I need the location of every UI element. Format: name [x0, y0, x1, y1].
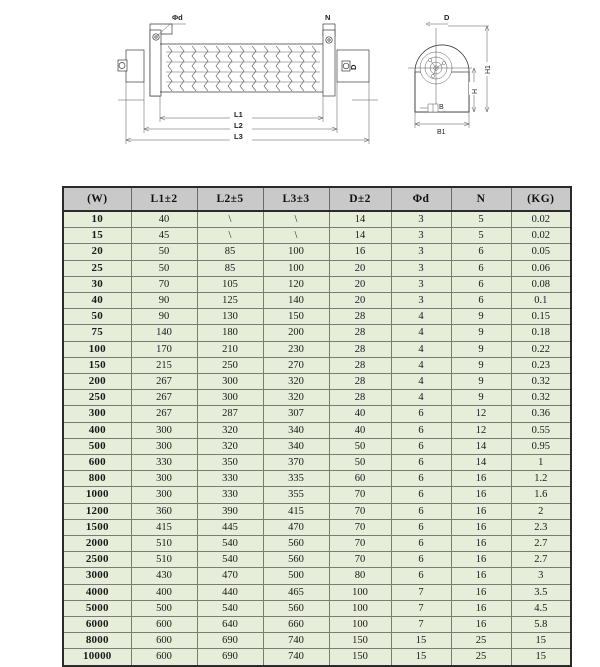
table-row [63, 568, 571, 584]
table-cell: 6 [391, 552, 451, 568]
table-cell: 14 [451, 438, 511, 454]
column-header-power: (W) [63, 187, 131, 211]
table-cell: 270 [263, 357, 329, 373]
label-l1: L1 [234, 110, 243, 119]
table-cell: 300 [131, 438, 197, 454]
table-cell: 15 [511, 633, 571, 649]
table-cell: 28 [329, 357, 391, 373]
table-cell: 267 [131, 390, 197, 406]
table-cell: 40 [131, 211, 197, 228]
table-cell: 2.7 [511, 536, 571, 552]
table-cell: 0.32 [511, 374, 571, 390]
table-row [63, 600, 571, 616]
table-cell: 0.08 [511, 276, 571, 292]
cell-power: 10 [63, 211, 131, 228]
table-cell: 560 [263, 552, 329, 568]
table-cell: 690 [197, 649, 263, 666]
table-cell: 660 [263, 617, 329, 633]
table-cell: 50 [329, 455, 391, 471]
table-cell: 180 [197, 325, 263, 341]
table-cell: 4 [391, 390, 451, 406]
table-cell: 470 [263, 519, 329, 535]
table-row [63, 276, 571, 292]
table-cell: 16 [451, 552, 511, 568]
cell-power: 5000 [63, 600, 131, 616]
table-cell: 16 [451, 519, 511, 535]
table-cell: 100 [329, 617, 391, 633]
table-cell: 70 [329, 503, 391, 519]
table-cell: 6 [391, 536, 451, 552]
table-row [63, 309, 571, 325]
table-cell: 1 [511, 455, 571, 471]
table-cell: 9 [451, 374, 511, 390]
table-cell: 28 [329, 390, 391, 406]
table-cell: 105 [197, 276, 263, 292]
dimension-d-endview [426, 13, 450, 26]
table-cell: 3.5 [511, 584, 571, 600]
table-cell: 300 [197, 374, 263, 390]
cell-power: 100 [63, 341, 131, 357]
table-cell: 0.18 [511, 325, 571, 341]
column-header-l3: L3±3 [263, 187, 329, 211]
cell-power: 20 [63, 244, 131, 260]
table-cell: 6 [391, 422, 451, 438]
table-cell: 215 [131, 357, 197, 373]
table-cell: \ [197, 228, 263, 244]
table-cell: 60 [329, 471, 391, 487]
table-cell: 600 [131, 649, 197, 666]
table-cell: 465 [263, 584, 329, 600]
table-cell: 4.5 [511, 600, 571, 616]
label-n: N [325, 13, 331, 22]
dimension-l2 [144, 121, 337, 131]
table-cell: 600 [131, 617, 197, 633]
table-cell: 0.15 [511, 309, 571, 325]
table-cell: 9 [451, 390, 511, 406]
table-cell: 415 [263, 503, 329, 519]
table-cell: 50 [131, 244, 197, 260]
table-row [63, 228, 571, 244]
table-row [63, 211, 571, 228]
table-cell: 560 [263, 536, 329, 552]
table-cell: 415 [131, 519, 197, 535]
table-cell: 0.02 [511, 211, 571, 228]
table-row [63, 552, 571, 568]
table-row [63, 649, 571, 666]
table-cell: 6 [451, 260, 511, 276]
column-header-d: D±2 [329, 187, 391, 211]
table-cell: 3 [391, 276, 451, 292]
table-cell: 9 [451, 341, 511, 357]
table-row [63, 260, 571, 276]
table-cell: 3 [391, 228, 451, 244]
table-cell: 250 [197, 357, 263, 373]
table-cell: 70 [131, 276, 197, 292]
table-cell: 20 [329, 293, 391, 309]
table-cell: 4 [391, 325, 451, 341]
table-cell: 16 [451, 600, 511, 616]
cell-power: 500 [63, 438, 131, 454]
column-header-phi-d: Φd [391, 187, 451, 211]
table-cell: 4 [391, 309, 451, 325]
table-cell: 6 [391, 487, 451, 503]
table-row [63, 325, 571, 341]
table-cell: 100 [263, 244, 329, 260]
column-header-weight: (KG) [511, 187, 571, 211]
table-cell: 600 [131, 633, 197, 649]
table-cell: 300 [131, 422, 197, 438]
table-row [63, 536, 571, 552]
table-cell: 0.06 [511, 260, 571, 276]
cell-power: 1000 [63, 487, 131, 503]
table-cell: 0.02 [511, 228, 571, 244]
table-cell: 335 [263, 471, 329, 487]
table-cell: 40 [329, 406, 391, 422]
label-b: B [439, 104, 444, 111]
label-d-endview: D [444, 13, 450, 22]
table-row [63, 357, 571, 373]
table-cell: 6 [451, 293, 511, 309]
table-cell: \ [263, 228, 329, 244]
table-cell: 90 [131, 309, 197, 325]
table-cell: 150 [263, 309, 329, 325]
label-b1: B1 [437, 129, 446, 136]
specification-table [62, 186, 572, 667]
table-cell: 340 [263, 438, 329, 454]
table-row [63, 471, 571, 487]
table-cell: 100 [263, 260, 329, 276]
table-cell: 140 [263, 293, 329, 309]
table-cell: 390 [197, 503, 263, 519]
table-cell: 70 [329, 519, 391, 535]
label-phi-d: Φd [172, 13, 183, 22]
cell-power: 150 [63, 357, 131, 373]
table-row [63, 455, 571, 471]
table-cell: 15 [511, 649, 571, 666]
table-cell: 90 [131, 293, 197, 309]
table-cell: 0.05 [511, 244, 571, 260]
table-cell: 6 [391, 438, 451, 454]
table-cell: 200 [263, 325, 329, 341]
cell-power: 1500 [63, 519, 131, 535]
label-d-side: D [349, 64, 358, 70]
specification-table-wrap [62, 186, 570, 667]
table-cell: 28 [329, 341, 391, 357]
table-cell: 510 [131, 536, 197, 552]
table-cell: 320 [197, 438, 263, 454]
table-cell: 20 [329, 276, 391, 292]
table-cell: 20 [329, 260, 391, 276]
label-h: H [472, 88, 479, 94]
dimension-b1 [415, 112, 469, 136]
table-cell: 3 [391, 260, 451, 276]
table-cell: 0.22 [511, 341, 571, 357]
cell-power: 6000 [63, 617, 131, 633]
cell-power: 2500 [63, 552, 131, 568]
table-row [63, 406, 571, 422]
table-cell: 4 [391, 357, 451, 373]
table-cell: 9 [451, 357, 511, 373]
table-cell: 330 [131, 455, 197, 471]
label-h1: H1 [485, 65, 492, 74]
table-cell: 740 [263, 633, 329, 649]
table-cell: 2 [511, 503, 571, 519]
table-cell: 9 [451, 325, 511, 341]
table-cell: 16 [451, 487, 511, 503]
table-cell: 0.32 [511, 390, 571, 406]
table-cell: 540 [197, 600, 263, 616]
table-cell: 300 [131, 471, 197, 487]
table-cell: 230 [263, 341, 329, 357]
table-cell: 16 [451, 471, 511, 487]
table-cell: 14 [329, 211, 391, 228]
table-cell: 16 [451, 568, 511, 584]
cell-power: 200 [63, 374, 131, 390]
table-cell: 3 [391, 211, 451, 228]
cell-power: 75 [63, 325, 131, 341]
table-cell: 340 [263, 422, 329, 438]
table-cell: 330 [197, 487, 263, 503]
dimension-h [469, 68, 479, 112]
table-cell: 300 [131, 487, 197, 503]
cell-power: 30 [63, 276, 131, 292]
table-cell: 125 [197, 293, 263, 309]
table-cell: 4 [391, 374, 451, 390]
table-cell: \ [263, 211, 329, 228]
table-cell: 50 [329, 438, 391, 454]
table-cell: 28 [329, 325, 391, 341]
table-cell: 15 [391, 649, 451, 666]
table-cell: 100 [329, 584, 391, 600]
coil-winding [168, 46, 316, 91]
table-cell: 300 [197, 390, 263, 406]
table-row [63, 341, 571, 357]
table-row [63, 293, 571, 309]
table-cell: 0.95 [511, 438, 571, 454]
dimension-l1 [160, 110, 323, 120]
table-cell: 0.55 [511, 422, 571, 438]
table-row [63, 438, 571, 454]
cell-power: 600 [63, 455, 131, 471]
table-cell: 85 [197, 244, 263, 260]
table-cell: 80 [329, 568, 391, 584]
table-cell: 400 [131, 584, 197, 600]
table-cell: 120 [263, 276, 329, 292]
table-cell: 150 [329, 633, 391, 649]
table-row [63, 617, 571, 633]
table-cell: 170 [131, 341, 197, 357]
resistor-body [160, 44, 323, 92]
table-cell: 287 [197, 406, 263, 422]
table-cell: 267 [131, 406, 197, 422]
table-cell: 0.36 [511, 406, 571, 422]
cell-power: 800 [63, 471, 131, 487]
table-cell: 5.8 [511, 617, 571, 633]
table-cell: 14 [451, 455, 511, 471]
table-cell: 28 [329, 374, 391, 390]
table-cell: 330 [197, 471, 263, 487]
table-cell: 690 [197, 633, 263, 649]
cell-power: 3000 [63, 568, 131, 584]
table-cell: 445 [197, 519, 263, 535]
table-cell: 0.1 [511, 293, 571, 309]
table-cell: 25 [451, 649, 511, 666]
table-cell: 25 [451, 633, 511, 649]
table-row [63, 519, 571, 535]
table-cell: 320 [263, 390, 329, 406]
table-cell: 210 [197, 341, 263, 357]
table-cell: 360 [131, 503, 197, 519]
right-mounting-bracket [323, 24, 335, 96]
table-cell: 14 [329, 228, 391, 244]
table-cell: 70 [329, 487, 391, 503]
cell-power: 300 [63, 406, 131, 422]
table-cell: 1.2 [511, 471, 571, 487]
table-cell: 70 [329, 536, 391, 552]
table-cell: 85 [197, 260, 263, 276]
cell-power: 25 [63, 260, 131, 276]
table-cell: 6 [391, 455, 451, 471]
table-cell: 6 [391, 471, 451, 487]
cell-power: 50 [63, 309, 131, 325]
cell-power: 40 [63, 293, 131, 309]
table-cell: 540 [197, 536, 263, 552]
table-cell: 6 [391, 406, 451, 422]
table-cell: 440 [197, 584, 263, 600]
table-cell: 430 [131, 568, 197, 584]
table-cell: 500 [263, 568, 329, 584]
table-cell: 560 [263, 600, 329, 616]
table-cell: 740 [263, 649, 329, 666]
table-cell: 15 [391, 633, 451, 649]
end-view [408, 13, 492, 136]
table-row [63, 503, 571, 519]
table-cell: 267 [131, 374, 197, 390]
table-cell: 500 [131, 600, 197, 616]
table-cell: 40 [329, 422, 391, 438]
table-cell: 16 [451, 584, 511, 600]
table-cell: 540 [197, 552, 263, 568]
table-cell: 3 [391, 293, 451, 309]
table-cell: 12 [451, 406, 511, 422]
table-row [63, 633, 571, 649]
table-cell: 16 [451, 503, 511, 519]
table-cell: 3 [511, 568, 571, 584]
table-cell: 470 [197, 568, 263, 584]
column-header-n: N [451, 187, 511, 211]
left-terminal-stud [118, 50, 144, 82]
table-cell: 3 [391, 244, 451, 260]
table-cell: 355 [263, 487, 329, 503]
table-cell: \ [197, 211, 263, 228]
table-cell: 6 [451, 276, 511, 292]
table-cell: 6 [391, 503, 451, 519]
table-cell: 100 [329, 600, 391, 616]
table-row [63, 487, 571, 503]
table-cell: 9 [451, 309, 511, 325]
table-cell: 2.7 [511, 552, 571, 568]
cell-power: 2000 [63, 536, 131, 552]
table-cell: 16 [329, 244, 391, 260]
table-cell: 6 [391, 568, 451, 584]
table-cell: 6 [391, 519, 451, 535]
table-cell: 5 [451, 211, 511, 228]
table-cell: 150 [329, 649, 391, 666]
table-cell: 4 [391, 341, 451, 357]
column-header-l1: L1±2 [131, 187, 197, 211]
dimension-l3 [126, 132, 369, 142]
table-cell: 320 [263, 374, 329, 390]
table-cell: 16 [451, 617, 511, 633]
technical-drawing [0, 0, 600, 180]
cell-power: 8000 [63, 633, 131, 649]
table-body [63, 211, 571, 666]
table-row [63, 374, 571, 390]
table-cell: 28 [329, 309, 391, 325]
cell-power: 10000 [63, 649, 131, 666]
table-cell: 350 [197, 455, 263, 471]
table-cell: 70 [329, 552, 391, 568]
column-header-l2: L2±5 [197, 187, 263, 211]
table-cell: 5 [451, 228, 511, 244]
table-cell: 16 [451, 536, 511, 552]
table-row [63, 390, 571, 406]
table-cell: 50 [131, 260, 197, 276]
table-cell: 510 [131, 552, 197, 568]
table-cell: 307 [263, 406, 329, 422]
cell-power: 250 [63, 390, 131, 406]
table-cell: 140 [131, 325, 197, 341]
table-cell: 0.23 [511, 357, 571, 373]
table-row [63, 244, 571, 260]
table-header-row [63, 187, 571, 211]
cell-power: 4000 [63, 584, 131, 600]
table-cell: 45 [131, 228, 197, 244]
table-cell: 6 [451, 244, 511, 260]
table-row [63, 584, 571, 600]
label-l2: L2 [234, 121, 243, 130]
side-view [118, 13, 378, 144]
cell-power: 15 [63, 228, 131, 244]
table-cell: 7 [391, 600, 451, 616]
table-cell: 370 [263, 455, 329, 471]
table-cell: 1.6 [511, 487, 571, 503]
table-row [63, 422, 571, 438]
label-l3: L3 [234, 132, 243, 141]
table-cell: 12 [451, 422, 511, 438]
table-cell: 2.3 [511, 519, 571, 535]
table-cell: 640 [197, 617, 263, 633]
cell-power: 1200 [63, 503, 131, 519]
table-cell: 130 [197, 309, 263, 325]
table-cell: 320 [197, 422, 263, 438]
cell-power: 400 [63, 422, 131, 438]
table-cell: 7 [391, 617, 451, 633]
table-cell: 7 [391, 584, 451, 600]
